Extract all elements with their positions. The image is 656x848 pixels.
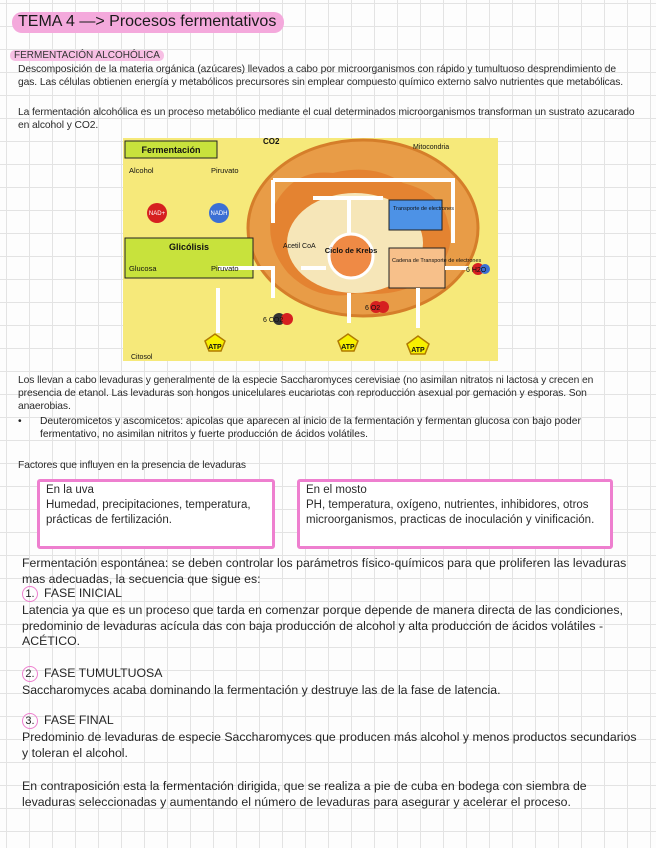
label-piruvato-top: Piruvato: [211, 166, 239, 175]
phase-3-number: 3.: [22, 713, 38, 729]
label-atp-1: ATP: [208, 344, 222, 351]
factor-box-mosto: [297, 479, 613, 549]
phase-3-text: Predominio de levaduras de especie Saccharomyces que producen más alcohol y menos productos secundarios y toleran el alcohol.: [22, 730, 637, 760]
factor-box-uva: [37, 479, 275, 549]
phase-1-text: Latencia ya que es un proceso que tarda en comenzar porque depende de manera directa de las condiciones, predominio de levaduras acícula das con baja producción de alcohol y alta producción de ácidos volátiles - ACÉTICO.: [22, 603, 623, 648]
bullet-item: [18, 415, 636, 441]
phase-3-name: FASE FINAL: [44, 713, 114, 727]
intro-paragraph-1: Descomposición de la materia orgánica (azúcares) llevados a cabo por microorganismos con rápido y tumultuoso desprendimiento de gas. Las células obtienen energía y metabólicos precursores sin emplear compuesto químico externo salvo nutrientes que metabólicas.: [18, 64, 624, 88]
phase-1-name: FASE INICIAL: [44, 586, 122, 600]
label-nadh: NADH: [210, 211, 228, 217]
label-atp-3: ATP: [411, 347, 425, 354]
label-fermentacion: Fermentación: [141, 145, 201, 155]
phase-1-number: 1.: [22, 586, 38, 602]
phase-2-heading: [22, 666, 162, 682]
phase-2-name: FASE TUMULTUOSA: [44, 666, 163, 680]
bullet-text: Deuteromicetos y ascomicetos: apicolas que aparecen al inicio de la fermentación y fermentan glucosa con bajo poder fermentativo, no asimilan nitritos y fuerte producción de ácidos volátiles.: [40, 416, 581, 440]
box-uva-text: Humedad, precipitaciones, temperatura, prácticas de fertilización.: [46, 499, 251, 526]
phase-2-number: 2.: [22, 666, 38, 682]
label-citosol: Citosol: [131, 354, 153, 361]
label-cadena: Cadena de Transporte de electrones: [392, 258, 482, 264]
intro-paragraph-2: La fermentación alcohólica es un proceso metabólico mediante el cual determinados microorganismos transforman un sustrato azucarado en alcohol y CO2.: [18, 107, 635, 131]
phase-3-heading: [22, 713, 114, 729]
organisms-paragraph: Los llevan a cabo levaduras y generalmente de la especie Saccharomyces cerevisiae (no asimilan nitratos ni lactosa y crecen en presencia de etanol. Las levaduras son hongos unicelulares eucariotas con reproducción asexual por gemación y esporas. Son anaerobias.: [18, 375, 594, 412]
box-uva-title: En la uva: [46, 484, 94, 496]
spontaneous-paragraph: Fermentación espontánea: se deben controlar los parámetros físico-químicos para que proliferen las levaduras mas adecuadas, la secuencia que sigue es:: [22, 556, 627, 586]
label-glucosa: Glucosa: [129, 264, 157, 273]
bullet-marker: •: [18, 416, 22, 427]
label-ciclo: Ciclo de Krebs: [324, 246, 378, 255]
closing-paragraph: En contraposición esta la fermentación dirigida, que se realiza a pie de cuba en bodega con siembra de levaduras seleccionadas y aumentando el número de levaduras para asegurar y acelerar el proceso.: [22, 779, 587, 809]
label-mitocondria: Mitocondria: [413, 144, 450, 151]
label-alcohol: Alcohol: [129, 166, 154, 175]
page-title: TEMA 4 —> Procesos fermentativos: [12, 12, 284, 33]
label-co2: CO2: [263, 138, 280, 146]
label-atp-2: ATP: [341, 344, 355, 351]
section-subtitle: FERMENTACIÓN ALCOHÓLICA: [10, 50, 164, 61]
box-mosto-title: En el mosto: [306, 484, 367, 496]
fermentation-diagram: [123, 138, 498, 361]
label-glicolisis: Glicólisis: [168, 242, 210, 252]
box-mosto-text: PH, temperatura, oxígeno, nutrientes, inhibidores, otros microorganismos, practicas de inoculación y vinificación.: [306, 499, 595, 526]
label-co2b: 6 CO2: [263, 317, 284, 324]
factors-heading: Factores que influyen en la presencia de levaduras: [18, 460, 246, 471]
label-h2o: 6 H2O: [466, 267, 487, 274]
label-acetil: Acetil CoA: [283, 243, 316, 250]
label-transporte: Transporte de electrones: [393, 206, 454, 212]
label-o2: 6 O2: [365, 305, 381, 312]
phase-2-text: Saccharomyces acaba dominando la fermentación y destruye las de la fase de latencia.: [22, 683, 501, 697]
label-nad: NAD+: [148, 211, 166, 217]
label-piruvato-bottom: Piruvato: [211, 264, 239, 273]
phase-1-heading: [22, 586, 122, 602]
